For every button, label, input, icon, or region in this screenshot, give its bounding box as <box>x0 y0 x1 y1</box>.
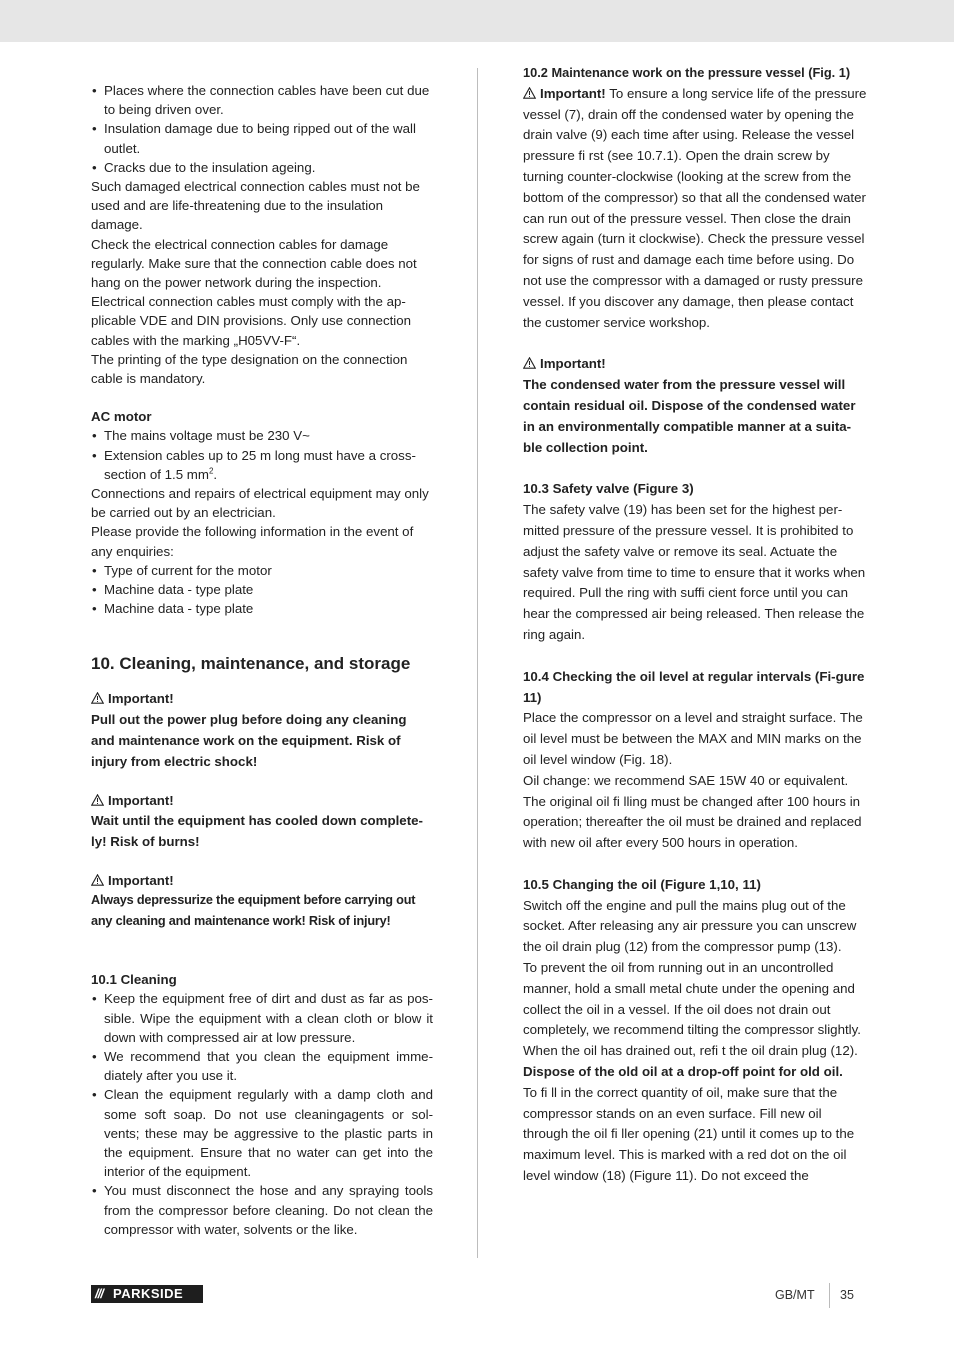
important-label: Important! <box>91 689 433 708</box>
language-code: GB/MT <box>775 1288 815 1302</box>
list-item: • We recommend that you clean the equipment imme-diately after you use it. <box>91 1047 433 1085</box>
paragraph: Switch off the engine and pull the mains plug out of the socket. After releasing any air pressure you can unscrew the oil drain plug (12) from the compressor pump (13). <box>523 897 857 955</box>
list-item: • Keep the equipment free of dirt and dust as far as pos-sible. Wipe the equipment with a clean cloth or blow it down with compressed air at low pressure. <box>91 989 433 1047</box>
page-number: 35 <box>840 1288 854 1302</box>
important-label: Important! <box>91 871 433 890</box>
ac-motor-list <box>91 426 433 484</box>
warning-text: Wait until the equipment has cooled down complete-ly! Risk of burns! <box>91 812 423 849</box>
warning-text: Always depressurize the equipment before carrying out any cleaning and maintenance work! Risk of injury! <box>91 893 416 929</box>
list-item: • Machine data - type plate <box>91 599 433 618</box>
paragraph: Check the electrical connection cables for damage regularly. Make sure that the connection cable does not hang on the power network during the inspection. <box>91 236 417 291</box>
footer-divider <box>829 1283 830 1308</box>
left-column <box>91 81 433 1239</box>
list-item: • You must disconnect the hose and any spraying tools from the compressor before cleaning. Do not clean the compressor with water, solvents or the like. <box>91 1181 433 1239</box>
enquiry-list <box>91 561 433 619</box>
warning-icon <box>91 692 104 704</box>
damage-list <box>91 81 433 177</box>
list-item: • Cracks due to the insulation ageing. <box>91 158 433 177</box>
warning-icon <box>91 874 104 886</box>
parkside-logo: /// PARKSIDE <box>91 1285 203 1303</box>
paragraph: Electrical connection cables must comply with the ap-plicable VDE and DIN provisions. Only use connection cables with the marking „H05VV-F“. <box>91 294 412 348</box>
section-heading: 10. Cleaning, maintenance, and storage <box>91 654 411 674</box>
warning-text: Pull out the power plug before doing any cleaning and maintenance work on the equipment. Risk of injury from electric shock! <box>91 711 407 769</box>
list-item: • Places where the connection cables have been cut due to being driven over. <box>91 81 433 119</box>
paragraph: Place the compressor on a level and straight surface. The oil level must be between the MAX and MIN marks on the oil level window (Fig. 18). <box>523 710 863 767</box>
paragraph: Such damaged electrical connection cables must not be used and are life-threatening due to the insulation damage. <box>91 179 420 233</box>
paragraph: Important! To ensure a long service life of the pressure vessel (7), drain off the condensed water by opening the drain valve (9) each time after using. Release the vessel pressure fi rst (see 10.7.1). Open the drain screw by turning counter-clockwise (looking at the screw from the bottom of the compressor) so that all the condensed water can run out of the pressure vessel. Then close the drain screw again (turn it clockwise). Check the pressure vessel for signs of rust and damage each time before using. Do not use the compressor with a damaged or rusty pressure vessel. If you discover any damage, then please contact the customer service workshop. <box>523 85 867 330</box>
warning-icon <box>523 357 536 369</box>
top-header-bar <box>0 0 954 42</box>
important-label: Important! <box>523 354 867 375</box>
cleaning-heading: 10.1 Cleaning <box>91 972 177 988</box>
paragraph: The safety valve (19) has been set for the highest per-mitted pressure of the pressure vessel. It is prohibited to adjust the safety valve or remove its seal. Actuate the safety valve from time to time to ensure that it works when required. Pull the ring with suffi cient force until you can hear the compressed air being released. Then release the ring again. <box>523 502 866 642</box>
column-divider <box>477 68 478 1258</box>
list-item: • Extension cables up to 25 m long must have a cross-section of 1.5 $mm^2$. <box>91 446 433 484</box>
ac-motor-heading: AC motor <box>91 409 152 425</box>
list-item: • Type of current for the motor <box>91 561 433 580</box>
warning-text: The condensed water from the pressure vessel will contain residual oil. Dispose of the condensed water in an environmentally compatible manner at a suita-ble collection point. <box>523 377 856 455</box>
paragraph: To fi ll in the correct quantity of oil, make sure that the compressor stands on an even surface. Fill new oil through the oil fi ller opening (21) until it comes up to the maximum level. This is marked with a red dot on the oil level window (18) (Figure 11). Do not exceed the <box>523 1084 855 1184</box>
paragraph: Please provide the following information in the event of any enquiries: <box>91 524 414 559</box>
paragraph: The printing of the type designation on the connection cable is mandatory. <box>91 351 408 387</box>
right-column <box>523 63 867 1187</box>
list-item: • Clean the equipment regularly with a damp cloth and some soft soap. Do not use cleaningagents or sol-vents; these may be aggressive to the plastic parts in the equipment. Ensure that no water can get into the interior of the equipment. <box>91 1085 433 1181</box>
paragraph: To prevent the oil from running out in an uncontrolled manner, hold a small metal chute under the opening and collect the oil in a vessel. If the oil does not drain out completely, we recommend tilting the compressor slightly. When the oil has drained out, refi t the oil drain plug (12). <box>523 960 861 1059</box>
subsection-heading: 10.2 Maintenance work on the pressure vessel (Fig. 1) <box>523 65 851 80</box>
warning-icon <box>91 794 104 806</box>
paragraph: Connections and repairs of electrical equipment may only be carried out by an electrician. <box>91 486 429 521</box>
paragraph: Oil change: we recommend SAE 15W 40 or equivalent. The original oil fi lling must be changed after 100 hours in operation; thereafter the oil must be drained and replaced with new oil after every 500 hours in operation. <box>523 772 862 851</box>
list-item: • Insulation damage due to being ripped out of the wall outlet. <box>91 119 433 157</box>
cleaning-list <box>91 989 433 1239</box>
list-item: • The mains voltage must be 230 V~ <box>91 426 433 445</box>
subsection-heading: 10.3 Safety valve (Figure 3) <box>523 481 694 497</box>
list-item: • Machine data - type plate <box>91 580 433 599</box>
subsection-heading: 10.4 Checking the oil level at regular intervals (Fi-gure 11) <box>523 668 865 705</box>
subsection-heading: 10.5 Changing the oil (Figure 1,10, 11) <box>523 876 761 892</box>
warning-icon <box>523 87 536 99</box>
paragraph-emphasis: Dispose of the old oil at a drop-off point for old oil. <box>523 1064 843 1080</box>
important-label: Important! <box>91 791 433 810</box>
